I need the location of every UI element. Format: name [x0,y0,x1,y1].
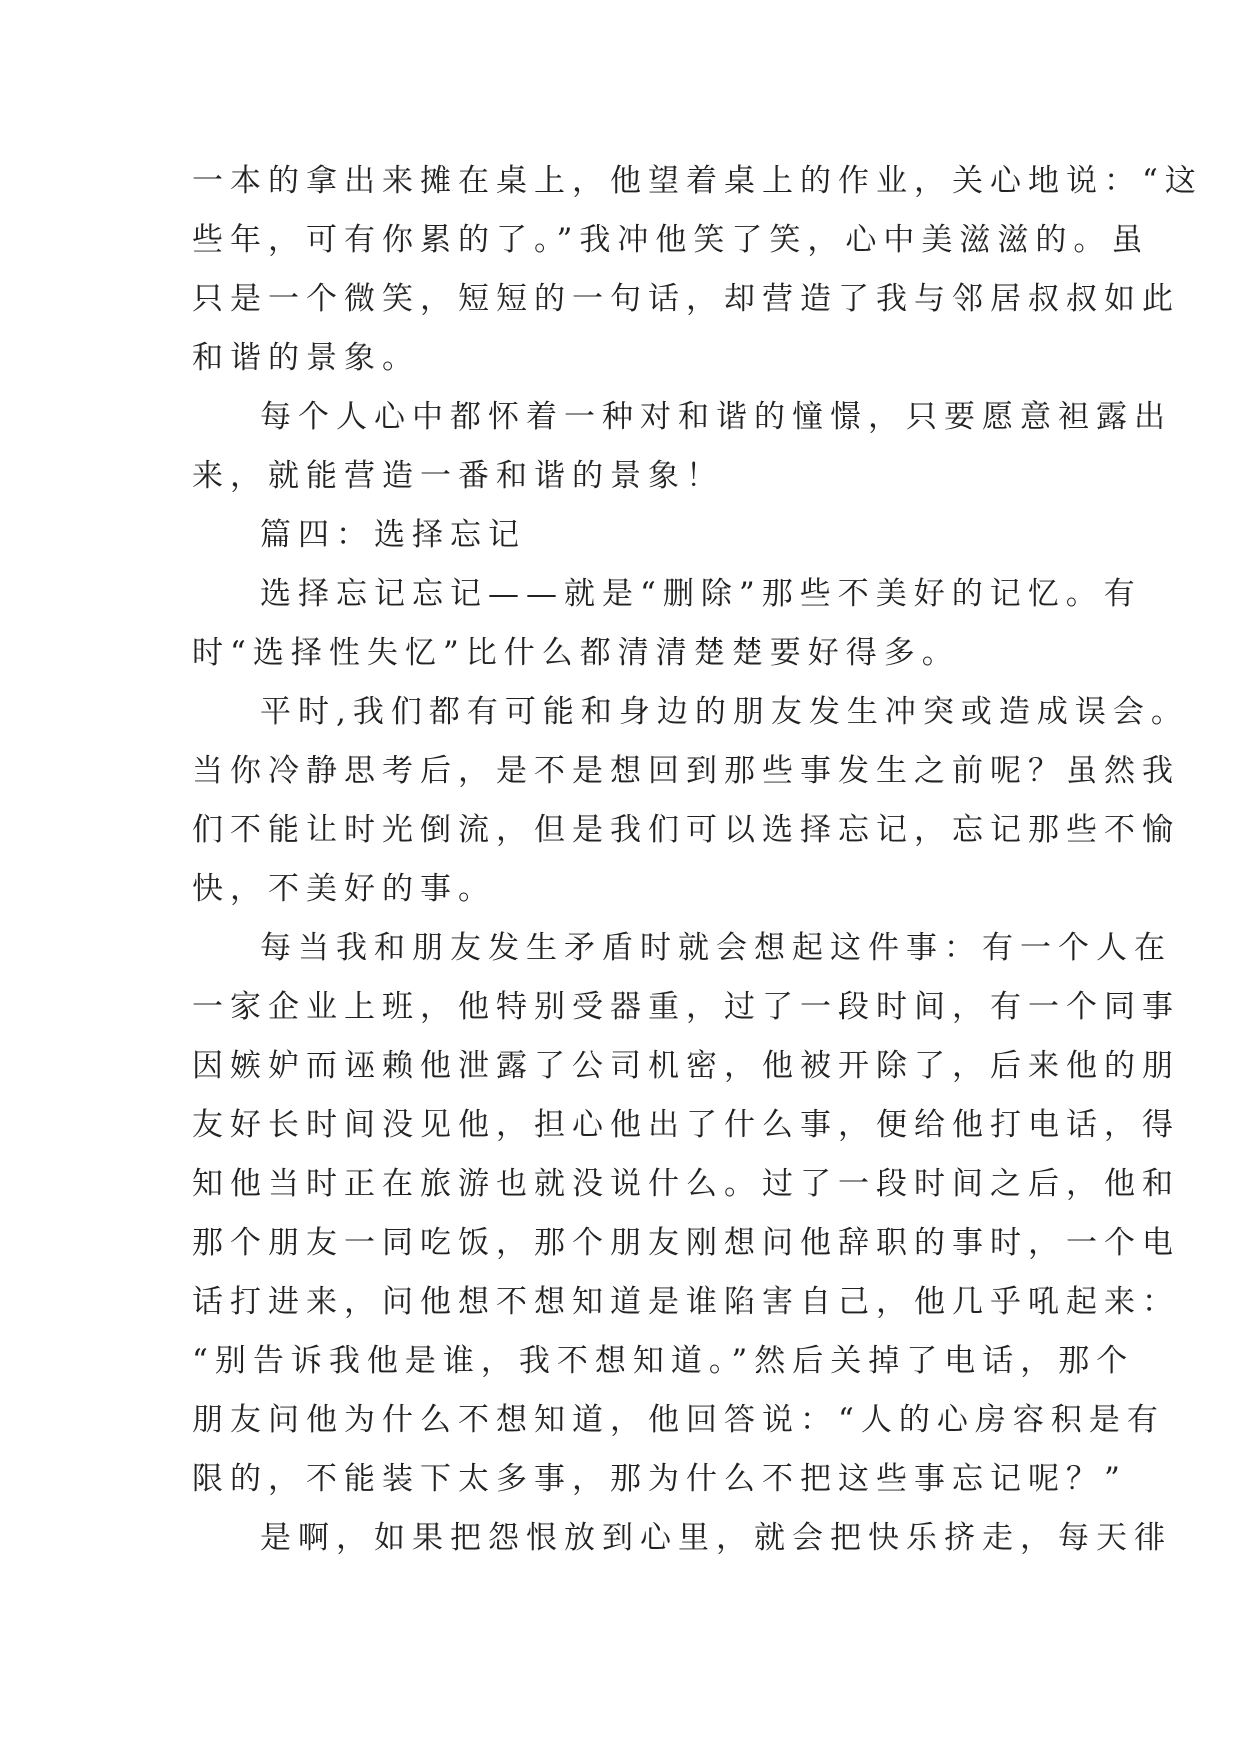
text-line: 知他当时正在旅游也就没说什么。过了一段时间之后，他和 [192,1166,1180,1202]
text-line: 限的，不能装下太多事，那为什么不把这些事忘记呢？” [192,1461,1127,1497]
text-line: “别告诉我他是谁，我不想知道。”然后关掉了电话，那个 [192,1343,1135,1379]
text-line: 们不能让时光倒流，但是我们可以选择忘记，忘记那些不愉 [192,812,1180,848]
text-line: 因嫉妒而诬赖他泄露了公司机密，他被开除了，后来他的朋 [192,1048,1180,1084]
text-line: 是啊，如果把怨恨放到心里，就会把快乐挤走，每天徘 [260,1520,1172,1556]
section-heading: 篇四：选择忘记 [260,517,526,553]
text-line: 那个朋友一同吃饭，那个朋友刚想问他辞职的事时，一个电 [192,1225,1180,1261]
text-line: 来，就能营造一番和谐的景象！ [192,458,724,494]
text-line: 时“选择性失忆”比什么都清清楚楚要好得多。 [192,635,960,671]
body-text [192,152,1203,1568]
text-line: 一家企业上班，他特别受器重，过了一段时间，有一个同事 [192,989,1180,1025]
text-line: 选择忘记忘记——就是“删除”那些不美好的记忆。有 [260,576,1142,612]
text-line: 些年，可有你累的了。”我冲他笑了笑，心中美滋滋的。虽 [192,222,1150,258]
text-line: 和谐的景象。 [192,340,420,376]
text-line: 快，不美好的事。 [192,871,496,907]
text-line: 每当我和朋友发生矛盾时就会想起这件事：有一个人在 [260,930,1172,966]
text-line: 一本的拿出来摊在桌上，他望着桌上的作业，关心地说：“这 [192,163,1203,199]
text-line: 平时,我们都有可能和身边的朋友发生冲突或造成误会。 [260,694,1189,730]
text-line: 友好长时间没见他，担心他出了什么事，便给他打电话，得 [192,1107,1180,1143]
text-line: 只是一个微笑，短短的一句话，却营造了我与邻居叔叔如此 [192,281,1180,317]
text-line: 每个人心中都怀着一种对和谐的憧憬，只要愿意袒露出 [260,399,1172,435]
text-line: 朋友问他为什么不想知道，他回答说：“人的心房容积是有 [192,1402,1165,1438]
text-line: 话打进来，问他想不想知道是谁陷害自己，他几乎吼起来： [192,1284,1180,1320]
text-line: 当你冷静思考后，是不是想回到那些事发生之前呢？虽然我 [192,753,1180,789]
